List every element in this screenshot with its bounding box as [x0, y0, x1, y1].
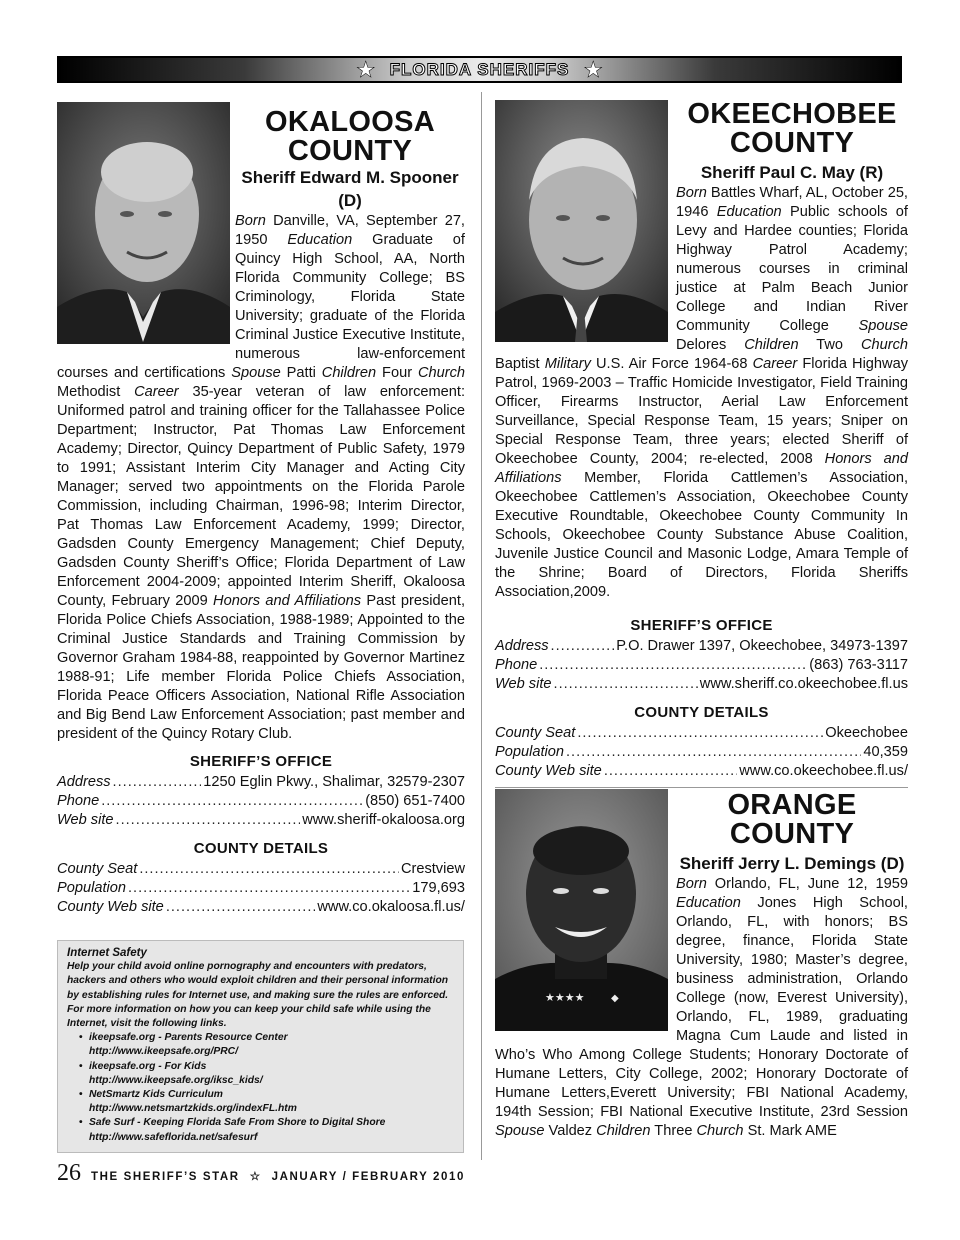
link-url[interactable]: http://www.safeflorida.net/safesurf	[89, 1131, 258, 1143]
bio-field-label: Born	[676, 185, 707, 201]
info-label: County Web site	[495, 763, 602, 780]
link-name: ikeepsafe.org - Parents Resource Center	[89, 1032, 288, 1044]
bio-field-label: Honors and Affiliations	[495, 451, 908, 486]
info-row	[57, 792, 465, 811]
info-label: Population	[57, 879, 126, 896]
info-label: County Web site	[57, 899, 164, 916]
banner-star-icon: ★	[355, 56, 376, 82]
issue-date: JANUARY / FEBRUARY 2010	[271, 1171, 465, 1183]
info-row	[495, 743, 908, 762]
bio-field-label: Children	[744, 337, 799, 353]
county-details-heading: COUNTY DETAILS	[193, 839, 329, 857]
sheriffs-office-heading: SHERIFF’S OFFICE	[630, 617, 773, 634]
dot-leader	[551, 637, 615, 656]
sheriff-bio: Born Battles Wharf, AL, October 25, 1946 Education Public schools of Levy and Hardee counties; Florida Highway Patrol Academy; numerous courses in criminal justice at Palm Beach Junior College and Indian River Community College Spouse Delores Children Two Church Baptist Military U.S. Air Force 1964-68 Career Florida Highway Patrol, 1969-2003 – Traffic Homicide Investigator, Field Training Officer, Firearms Instructor, Aerial Law Enforcement Surveillance, Special Response Team, 15 years; Sniper on Special Response Team, three years; elected Sheriff of Okeechobee County, 2004; re-elected, 2008 Honors and Affiliations Member, Florida Cattlemen’s Association, Okeechobee Cattlemen’s Association, Okeechobee County Executive Roundtable, Okeechobee County Community In Schools, Okeechobee County Substance Abuse Coalition, Juvenile Justice Council and Masonic Lodge, Amara Temple of the Shrine; Board of Directors, Florida Sheriffs Association,2009.	[495, 185, 908, 600]
info-row	[495, 762, 908, 781]
info-row	[57, 898, 465, 917]
internet-safety-title: Internet Safety	[67, 947, 147, 959]
county-name: ORANGE COUNTY	[727, 789, 857, 850]
dot-leader	[128, 879, 410, 898]
info-value: 179,693	[412, 879, 465, 896]
county-details	[495, 724, 908, 782]
sheriff-bio: Born Danville, VA, September 27, 1950 Education Graduate of Quincy High School, AA, North Florida Community College; BS Criminology, Florida State University; graduate of the Florida Criminal Justice Executive Institute, numerous law-enforcement courses and certifications Spouse Patti Children Four Church Methodist Career 35-year veteran of law enforcement: Uniformed patrol and training officer for the Tallahassee Police Department; Instructor, Pat Thomas Law Enforcement Academy; Director, Quincy Department of Public Safety, 1979 to 1991; Assistant Interim City Manager and Acting City Manager; served two appointments on the Florida Parole Commission, including Chairman, 1996-98; Interim Director, Pat Thomas Law Enforcement Academy, 1999; Director, Gadsden County Emergency Management; Chief Deputy, Gadsden County Sheriff’s Office; Florida Department of Law Enforcement 2004-2009; appointed Interim Sheriff, Okaloosa County, February 2009 Honors and Affiliations Past president, Florida Police Chiefs Association, 1988-1989; Appointed to the Criminal Justice Standards and Training Commission by Governor Graham 1984-88, reappointed by Governor Martinez 1988-91; Life member Florida Police Chiefs Association, Florida Peace Officers Association, National Rifle Association and Big Bend Law Enforcement Association; past member and president of the Quincy Rotary Club.	[57, 213, 465, 742]
list-item	[89, 1060, 454, 1088]
info-value: www.co.okeechobee.fl.us/	[739, 763, 908, 780]
dot-leader	[166, 898, 316, 917]
dot-leader	[113, 773, 202, 792]
info-value: www.co.okaloosa.fl.us/	[317, 899, 465, 916]
county-name: OKALOOSA COUNTY	[265, 106, 435, 167]
safety-links-list	[67, 1031, 454, 1145]
dot-leader	[539, 656, 807, 675]
dot-leader	[604, 762, 737, 781]
list-item	[89, 1116, 454, 1144]
info-value: (850) 651-7400	[365, 793, 465, 810]
info-row	[495, 656, 908, 675]
info-label: County Seat	[57, 860, 138, 877]
page-footer	[57, 1160, 465, 1187]
internet-safety-body: Help your child avoid online pornography and encounters with predators, hackers and others who would exploit children and their personal information by establishing rules for Internet use, and making sure the rules are enforced. For more information on how you can keep your child safe while using the Internet, visit the following links.	[67, 961, 449, 1030]
orange-profile	[495, 789, 908, 1141]
info-value: Okeechobee	[825, 724, 908, 741]
bio-field-label: Career	[752, 356, 798, 372]
link-url[interactable]: http://www.ikeepsafe.org/PRC/	[89, 1046, 238, 1058]
sheriff-photo	[495, 100, 668, 342]
info-row	[57, 879, 465, 898]
info-row	[57, 773, 465, 792]
link-url[interactable]: http://www.netsmartzkids.org/indexFL.htm	[89, 1103, 297, 1115]
sheriff-bio: Born Orlando, FL, June 12, 1959 Education Jones High School, Orlando, FL, with honors; BS degree, finance, Florida State University, 1980; Master’s degree, business administration, Orlando College (now, Everest University), Orlando, FL, 1989, graduating Magna Cum Laude and listed in Who’s Who Among College Students; Honorary Doctorate of Humane Letters, City College, 2002; Honorary Doctorate of Humane Letters,Everett University; FBI National Academy, 194th Session; FBI National Executive Institute, 23rd Session Spouse Valdez Children Three Church St. Mark AME	[495, 876, 908, 1139]
bio-field-label: Education	[287, 232, 353, 248]
bio-field-label: Spouse	[858, 318, 908, 334]
info-value: P.O. Drawer 1397, Okeechobee, 34973-1397	[616, 638, 908, 654]
bio-field-label: Church	[860, 337, 908, 353]
county-details	[57, 860, 465, 918]
info-value: 40,359	[863, 743, 908, 760]
county-details-heading: COUNTY DETAILS	[634, 703, 769, 721]
banner-title: FLORIDA SHERIFFS	[389, 59, 570, 79]
info-label: Phone	[495, 657, 538, 674]
sheriff-photo	[57, 102, 230, 344]
office-info	[57, 773, 465, 831]
bio-field-label: Education	[716, 204, 782, 220]
bio-field-label: Born	[676, 876, 707, 892]
sheriff-name: Sheriff Paul C. May (R)	[700, 163, 884, 182]
link-url[interactable]: http://www.ikeepsafe.org/iksc_kids/	[89, 1074, 263, 1086]
bio-field-label: Children	[321, 365, 377, 381]
bio-field-label: Education	[676, 895, 741, 911]
svg-text:◆: ◆	[611, 993, 619, 1004]
bio-field-label: Children	[596, 1123, 651, 1139]
bio-field-label: Born	[235, 213, 266, 229]
info-row	[495, 637, 908, 656]
link-name: NetSmartz Kids Curriculum	[89, 1089, 223, 1101]
info-value: (863) 763-3117	[809, 657, 908, 674]
star-icon: ☆	[249, 1171, 262, 1183]
bio-field-label: Military	[544, 356, 591, 372]
svg-text:★★★★: ★★★★	[545, 991, 585, 1004]
office-info	[495, 637, 908, 695]
info-label: Address	[495, 638, 549, 654]
banner-star-icon: ★	[583, 56, 604, 82]
list-item	[89, 1031, 454, 1059]
sheriff-name: Sheriff Edward M. Spooner (D)	[241, 168, 459, 210]
list-item	[89, 1088, 454, 1116]
info-label: Address	[57, 774, 111, 790]
info-label: Web site	[495, 676, 552, 693]
info-row	[57, 811, 465, 830]
info-row	[57, 860, 465, 879]
dot-leader	[577, 724, 823, 743]
info-label: Web site	[57, 812, 114, 829]
info-row	[495, 724, 908, 743]
sheriff-photo	[495, 789, 668, 1031]
link-name: ikeepsafe.org - For Kids	[89, 1060, 207, 1072]
okaloosa-profile	[57, 102, 465, 917]
bio-field-label: Honors and Affiliations	[213, 593, 362, 609]
page-number: 26	[57, 1160, 81, 1186]
sheriff-name: Sheriff Jerry L. Demings (D)	[679, 854, 905, 873]
magazine-name: THE SHERIFF’S STAR	[91, 1171, 240, 1183]
dot-leader	[116, 811, 301, 830]
info-label: County Seat	[495, 724, 576, 741]
info-value: www.sheriff-okaloosa.org	[302, 812, 465, 829]
dot-leader	[101, 792, 363, 811]
bio-field-label: Church	[417, 365, 465, 381]
county-name: OKEECHOBEE COUNTY	[687, 98, 897, 159]
info-row	[495, 675, 908, 694]
bio-field-label: Spouse	[231, 365, 281, 381]
bio-field-label: Career	[134, 384, 179, 400]
info-value: www.sheriff.co.okeechobee.fl.us	[699, 676, 908, 693]
column-divider	[481, 92, 482, 1160]
bio-field-label: Spouse	[495, 1123, 545, 1139]
link-name: Safe Surf - Keeping Florida Safe From Shore to Digital Shore	[89, 1117, 386, 1129]
info-value: 1250 Eglin Pkwy., Shalimar, 32579-2307	[203, 774, 465, 790]
sheriffs-office-heading: SHERIFF’S OFFICE	[189, 753, 333, 770]
info-label: Phone	[57, 793, 100, 810]
dot-leader	[554, 675, 698, 694]
section-banner	[57, 56, 902, 83]
internet-safety-box	[57, 940, 464, 1153]
okeechobee-profile	[495, 100, 908, 788]
dot-leader	[139, 860, 399, 879]
info-value: Crestview	[400, 860, 465, 877]
info-label: Population	[495, 743, 564, 760]
dot-leader	[566, 743, 861, 762]
bio-field-label: Church	[696, 1123, 744, 1139]
